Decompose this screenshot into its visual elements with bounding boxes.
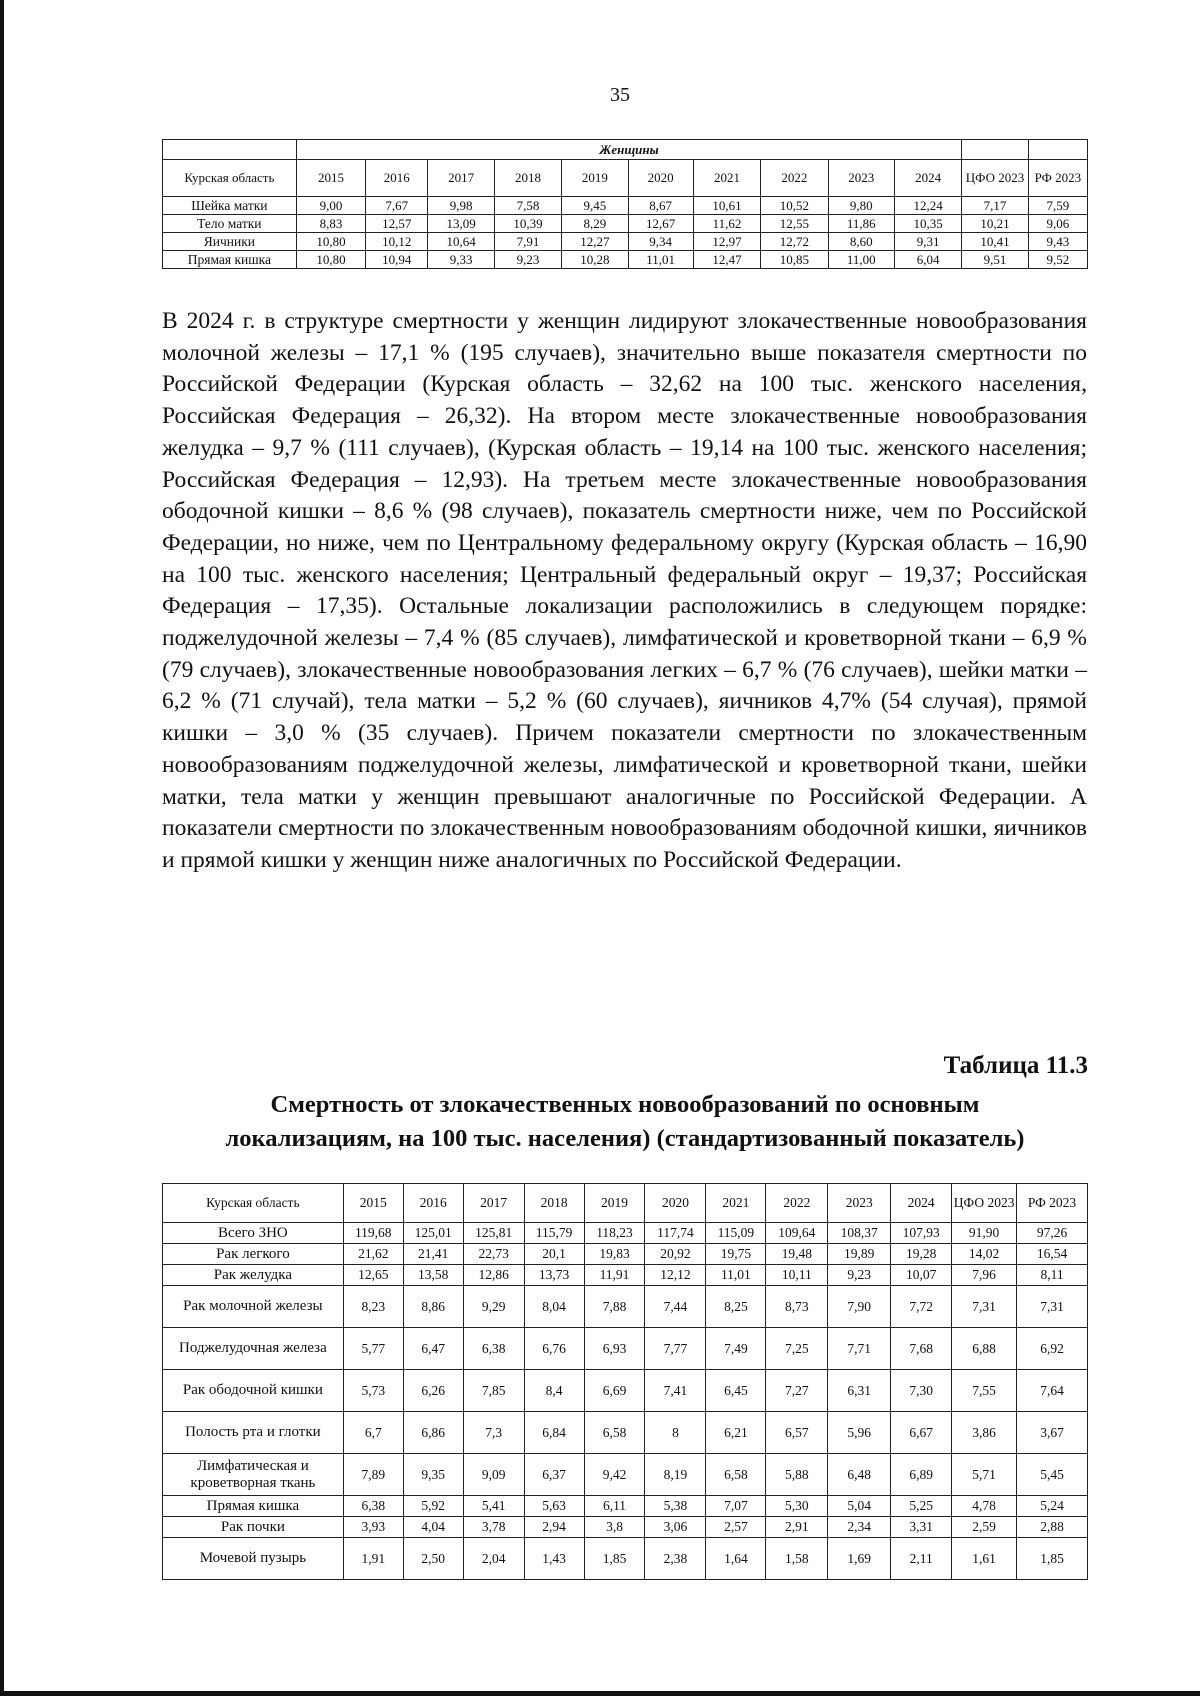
table-cell: 5,96 — [828, 1412, 891, 1454]
table-cell: 6,58 — [584, 1412, 645, 1454]
table-cell: 22,73 — [463, 1244, 524, 1265]
table-cell: 97,26 — [1017, 1223, 1088, 1244]
blank-header-cell — [1028, 140, 1087, 160]
table-cell: 115,09 — [706, 1223, 766, 1244]
row-label: Полость рта и глотки — [163, 1412, 344, 1454]
mortality-table — [162, 1183, 1088, 1580]
table-cell: 7,55 — [952, 1370, 1017, 1412]
table-row — [163, 1328, 1088, 1370]
table-cell: 12,57 — [366, 215, 428, 233]
table-cell: 7,31 — [1017, 1286, 1088, 1328]
column-header: ЦФО 2023 — [962, 160, 1028, 197]
table-cell: 9,23 — [494, 251, 561, 269]
table-cell: 5,25 — [891, 1496, 952, 1517]
table-cell: 7,30 — [891, 1370, 952, 1412]
column-header: 2024 — [894, 160, 961, 197]
table-cell: 6,58 — [706, 1454, 766, 1496]
table-cell: 11,01 — [628, 251, 693, 269]
table-cell: 2,38 — [645, 1538, 706, 1580]
row-label: Прямая кишка — [163, 251, 297, 269]
table-cell: 7,59 — [1028, 197, 1087, 215]
column-header: 2017 — [463, 1184, 524, 1223]
table-cell: 118,23 — [584, 1223, 645, 1244]
table-row — [163, 197, 1088, 215]
table-cell: 7,90 — [828, 1286, 891, 1328]
column-header: РФ 2023 — [1017, 1184, 1088, 1223]
table-cell: 14,02 — [952, 1244, 1017, 1265]
header-row — [163, 1184, 1088, 1223]
table-cell: 5,77 — [343, 1328, 403, 1370]
table-cell: 3,8 — [584, 1517, 645, 1538]
table-cell: 6,38 — [463, 1328, 524, 1370]
table-cell: 11,86 — [828, 215, 894, 233]
table-cell: 5,92 — [403, 1496, 463, 1517]
column-header: 2022 — [761, 160, 828, 197]
table-cell: 10,39 — [494, 215, 561, 233]
table-cell: 9,33 — [428, 251, 494, 269]
row-label: Рак почки — [163, 1517, 344, 1538]
table-cell: 6,48 — [828, 1454, 891, 1496]
table-cell: 19,28 — [891, 1244, 952, 1265]
table-cell: 12,47 — [693, 251, 760, 269]
table-row — [163, 1286, 1088, 1328]
table-cell: 6,76 — [524, 1328, 584, 1370]
table-cell: 10,41 — [962, 233, 1028, 251]
table-cell: 6,38 — [343, 1496, 403, 1517]
column-header: 2017 — [428, 160, 494, 197]
table-cell: 6,45 — [706, 1370, 766, 1412]
table-cell: 6,31 — [828, 1370, 891, 1412]
table-cell: 7,67 — [366, 197, 428, 215]
blank-header-cell — [962, 140, 1028, 160]
table-cell: 11,91 — [584, 1265, 645, 1286]
table-title-line-2: локализациям, на 100 тыс. населения) (стандартизованный показатель) — [225, 1125, 1025, 1152]
column-header: 2023 — [828, 1184, 891, 1223]
table-cell: 8,29 — [562, 215, 628, 233]
body-paragraph: В 2024 г. в структуре смертности у женщин лидируют злокачественные новообразования молочной железы – 17,1 % (195 случаев), значительно выше показателя смертности по Российской Федерации (Курская область – 32,62 на 100 тыс. женского населения, Российская Федерация – 26,32). На втором месте злокачественные новообразования желудка – 9,7 % (111 случаев), (Курская область – 19,14 на 100 тыс. женского населения; Российская Федерация – 12,93). На третьем месте злокачественные новообразования ободочной кишки – 8,6 % (98 случаев), показатель смертности ниже, чем по Российской Федерации, но ниже, чем по Центральному федеральному округу (Курская область – 16,90 на 100 тыс. женского населения; Центральный федеральный округ – 19,37; Российская Федерация – 17,35). Остальные локализации расположились в следующем порядке: поджелудочной железы – 7,4 % (85 случаев), лимфатической и кроветворной ткани – 6,9 % (79 случаев), злокачественные новообразования легких – 6,7 % (76 случаев), шейки матки – 6,2 % (71 случай), тела матки – 5,2 % (60 случаев), яичников 4,7% (54 случая), прямой кишки – 3,0 % (35 случаев). Причем показатели смертности по злокачественным новообразованиям поджелудочной железы, лимфатической и кроветворной ткани, шейки матки, тела матки у женщин превышают аналогичные по Российской Федерации. А показатели смертности по злокачественным новообразованиям ободочной кишки, яичников и прямой кишки у женщин ниже аналогичных по Российской Федерации. — [162, 308, 1087, 873]
table-cell: 8,60 — [828, 233, 894, 251]
table-cell: 9,31 — [894, 233, 961, 251]
row-label: Рак желудка — [163, 1265, 344, 1286]
row-label: Шейка матки — [163, 197, 297, 215]
table-cell: 3,78 — [463, 1517, 524, 1538]
table-cell: 5,24 — [1017, 1496, 1088, 1517]
table-cell: 7,71 — [828, 1328, 891, 1370]
page-number: 35 — [610, 84, 630, 106]
table-cell: 12,97 — [693, 233, 760, 251]
table-cell: 6,7 — [343, 1412, 403, 1454]
table-cell: 9,43 — [1028, 233, 1087, 251]
table-cell: 1,85 — [1017, 1538, 1088, 1580]
row-label: Рак молочной железы — [163, 1286, 344, 1328]
column-header: 2021 — [693, 160, 760, 197]
table-cell: 8,11 — [1017, 1265, 1088, 1286]
table-cell: 6,37 — [524, 1454, 584, 1496]
table-cell: 7,17 — [962, 197, 1028, 215]
table-cell: 5,30 — [766, 1496, 828, 1517]
table-cell: 7,25 — [766, 1328, 828, 1370]
region-column-header: Курская область — [163, 160, 297, 197]
table-cell: 2,50 — [403, 1538, 463, 1580]
table-cell: 5,88 — [766, 1454, 828, 1496]
table-cell: 10,64 — [428, 233, 494, 251]
table-row — [163, 1223, 1088, 1244]
row-label: Всего ЗНО — [163, 1223, 344, 1244]
table-cell: 1,69 — [828, 1538, 891, 1580]
row-label: Рак ободочной кишки — [163, 1370, 344, 1412]
table-cell: 9,29 — [463, 1286, 524, 1328]
table-cell: 8,73 — [766, 1286, 828, 1328]
table-cell: 13,58 — [403, 1265, 463, 1286]
table-cell: 12,67 — [628, 215, 693, 233]
table-cell: 7,49 — [706, 1328, 766, 1370]
women-group-header: Женщины — [296, 140, 962, 160]
table-cell: 5,41 — [463, 1496, 524, 1517]
row-label: Лимфатическая и кроветворная ткань — [163, 1454, 344, 1496]
table-cell: 12,65 — [343, 1265, 403, 1286]
table-cell: 13,73 — [524, 1265, 584, 1286]
table-cell: 9,80 — [828, 197, 894, 215]
table-cell: 3,06 — [645, 1517, 706, 1538]
table-cell: 2,88 — [1017, 1517, 1088, 1538]
table-cell: 117,74 — [645, 1223, 706, 1244]
table-cell: 3,93 — [343, 1517, 403, 1538]
table-cell: 6,26 — [403, 1370, 463, 1412]
table-cell: 9,98 — [428, 197, 494, 215]
table-cell: 10,12 — [366, 233, 428, 251]
table-cell: 2,04 — [463, 1538, 524, 1580]
table-cell: 6,11 — [584, 1496, 645, 1517]
table-cell: 6,84 — [524, 1412, 584, 1454]
column-header: 2019 — [584, 1184, 645, 1223]
table-cell: 10,61 — [693, 197, 760, 215]
table-cell: 8 — [645, 1412, 706, 1454]
table-row — [163, 233, 1088, 251]
table-cell: 12,55 — [761, 215, 828, 233]
table-cell: 21,62 — [343, 1244, 403, 1265]
table-cell: 7,27 — [766, 1370, 828, 1412]
table-cell: 6,47 — [403, 1328, 463, 1370]
column-header: 2021 — [706, 1184, 766, 1223]
table-cell: 11,01 — [706, 1265, 766, 1286]
table-cell: 12,86 — [463, 1265, 524, 1286]
column-header: ЦФО 2023 — [952, 1184, 1017, 1223]
table-cell: 10,85 — [761, 251, 828, 269]
table-cell: 10,11 — [766, 1265, 828, 1286]
table-cell: 119,68 — [343, 1223, 403, 1244]
scan-left-edge — [0, 0, 4, 1696]
table-cell: 8,04 — [524, 1286, 584, 1328]
table-cell: 2,11 — [891, 1538, 952, 1580]
row-label: Тело матки — [163, 215, 297, 233]
table-title — [150, 1088, 1100, 1156]
blank-header-cell — [163, 140, 297, 160]
table-cell: 5,45 — [1017, 1454, 1088, 1496]
table-cell: 9,35 — [403, 1454, 463, 1496]
table-cell: 5,38 — [645, 1496, 706, 1517]
table-cell: 125,81 — [463, 1223, 524, 1244]
row-label: Мочевой пузырь — [163, 1538, 344, 1580]
table-cell: 5,63 — [524, 1496, 584, 1517]
table-cell: 10,80 — [296, 233, 365, 251]
table-cell: 12,27 — [562, 233, 628, 251]
table-cell: 20,92 — [645, 1244, 706, 1265]
row-label: Поджелудочная железа — [163, 1328, 344, 1370]
table-cell: 10,35 — [894, 215, 961, 233]
table-cell: 7,07 — [706, 1496, 766, 1517]
table-cell: 6,69 — [584, 1370, 645, 1412]
table-cell: 91,90 — [952, 1223, 1017, 1244]
table-cell: 11,00 — [828, 251, 894, 269]
table-cell: 5,04 — [828, 1496, 891, 1517]
table-cell: 8,86 — [403, 1286, 463, 1328]
column-header: 2018 — [494, 160, 561, 197]
scan-bottom-edge — [0, 1691, 1200, 1696]
table-cell: 16,54 — [1017, 1244, 1088, 1265]
women-table — [162, 139, 1088, 269]
table-cell: 20,1 — [524, 1244, 584, 1265]
column-header: 2022 — [766, 1184, 828, 1223]
table-row — [163, 1265, 1088, 1286]
table-cell: 9,34 — [628, 233, 693, 251]
table-cell: 6,21 — [706, 1412, 766, 1454]
table-cell: 7,58 — [494, 197, 561, 215]
column-header: РФ 2023 — [1028, 160, 1087, 197]
table-cell: 7,41 — [645, 1370, 706, 1412]
table-cell: 3,31 — [891, 1517, 952, 1538]
column-header: 2019 — [562, 160, 628, 197]
table-cell: 6,57 — [766, 1412, 828, 1454]
table-cell: 115,79 — [524, 1223, 584, 1244]
table-cell: 9,42 — [584, 1454, 645, 1496]
table-label: Таблица 11.3 — [943, 1052, 1088, 1079]
table-cell: 10,07 — [891, 1265, 952, 1286]
table-cell: 7,44 — [645, 1286, 706, 1328]
column-header: 2020 — [628, 160, 693, 197]
column-header: 2018 — [524, 1184, 584, 1223]
table-cell: 5,71 — [952, 1454, 1017, 1496]
table-cell: 12,12 — [645, 1265, 706, 1286]
table-cell: 19,89 — [828, 1244, 891, 1265]
table-cell: 6,92 — [1017, 1328, 1088, 1370]
table-cell: 7,72 — [891, 1286, 952, 1328]
table-cell: 9,09 — [463, 1454, 524, 1496]
table-cell: 10,80 — [296, 251, 365, 269]
table-cell: 10,21 — [962, 215, 1028, 233]
table-row — [163, 1412, 1088, 1454]
row-label: Яичники — [163, 233, 297, 251]
table-row — [163, 1496, 1088, 1517]
table-cell: 7,91 — [494, 233, 561, 251]
table-cell: 19,75 — [706, 1244, 766, 1265]
table-cell: 12,24 — [894, 197, 961, 215]
table-cell: 19,83 — [584, 1244, 645, 1265]
table-cell: 7,96 — [952, 1265, 1017, 1286]
table-cell: 7,85 — [463, 1370, 524, 1412]
table-cell: 9,45 — [562, 197, 628, 215]
table-cell: 1,85 — [584, 1538, 645, 1580]
table-title-line-1: Смертность от злокачественных новообразований по основным — [270, 1091, 980, 1118]
column-header: 2015 — [343, 1184, 403, 1223]
table-cell: 3,86 — [952, 1412, 1017, 1454]
table-cell: 2,57 — [706, 1517, 766, 1538]
table-cell: 3,67 — [1017, 1412, 1088, 1454]
table-cell: 8,83 — [296, 215, 365, 233]
table-cell: 19,48 — [766, 1244, 828, 1265]
table-cell: 1,61 — [952, 1538, 1017, 1580]
table-cell: 8,19 — [645, 1454, 706, 1496]
table-cell: 9,51 — [962, 251, 1028, 269]
table-row — [163, 1454, 1088, 1496]
table-cell: 10,94 — [366, 251, 428, 269]
table-cell: 8,23 — [343, 1286, 403, 1328]
table-row — [163, 1244, 1088, 1265]
table-cell: 107,93 — [891, 1223, 952, 1244]
table-cell: 7,89 — [343, 1454, 403, 1496]
table-row — [163, 1517, 1088, 1538]
table-cell: 21,41 — [403, 1244, 463, 1265]
table-row — [163, 215, 1088, 233]
table-cell: 9,52 — [1028, 251, 1087, 269]
table-row — [163, 251, 1088, 269]
table-cell: 1,64 — [706, 1538, 766, 1580]
table-cell: 7,3 — [463, 1412, 524, 1454]
table-cell: 2,94 — [524, 1517, 584, 1538]
column-header: 2015 — [296, 160, 365, 197]
table-cell: 8,4 — [524, 1370, 584, 1412]
table-cell: 7,31 — [952, 1286, 1017, 1328]
table-cell: 11,62 — [693, 215, 760, 233]
table-cell: 7,77 — [645, 1328, 706, 1370]
table-cell: 6,67 — [891, 1412, 952, 1454]
table-cell: 7,68 — [891, 1328, 952, 1370]
table-cell: 9,00 — [296, 197, 365, 215]
column-header: 2016 — [403, 1184, 463, 1223]
table-cell: 4,04 — [403, 1517, 463, 1538]
table-cell: 7,88 — [584, 1286, 645, 1328]
table-cell: 1,91 — [343, 1538, 403, 1580]
table-cell: 12,72 — [761, 233, 828, 251]
table-cell: 108,37 — [828, 1223, 891, 1244]
column-header: 2016 — [366, 160, 428, 197]
table-cell: 9,06 — [1028, 215, 1087, 233]
header-row — [163, 160, 1088, 197]
table-cell: 8,25 — [706, 1286, 766, 1328]
table-cell: 6,89 — [891, 1454, 952, 1496]
column-header: 2023 — [828, 160, 894, 197]
table-cell: 6,88 — [952, 1328, 1017, 1370]
region-column-header: Курская область — [163, 1184, 344, 1223]
table-cell: 6,04 — [894, 251, 961, 269]
column-header: 2020 — [645, 1184, 706, 1223]
table-cell: 2,91 — [766, 1517, 828, 1538]
table-cell: 7,64 — [1017, 1370, 1088, 1412]
table-cell: 4,78 — [952, 1496, 1017, 1517]
table-cell: 13,09 — [428, 215, 494, 233]
table-cell: 5,73 — [343, 1370, 403, 1412]
table-row — [163, 1538, 1088, 1580]
column-header: 2024 — [891, 1184, 952, 1223]
row-label: Прямая кишка — [163, 1496, 344, 1517]
table-cell: 8,67 — [628, 197, 693, 215]
table-cell: 125,01 — [403, 1223, 463, 1244]
table-cell: 6,86 — [403, 1412, 463, 1454]
row-label: Рак легкого — [163, 1244, 344, 1265]
table-cell: 1,43 — [524, 1538, 584, 1580]
table-cell: 1,58 — [766, 1538, 828, 1580]
table-cell: 10,52 — [761, 197, 828, 215]
table-row — [163, 1370, 1088, 1412]
table-cell: 10,28 — [562, 251, 628, 269]
table-cell: 9,23 — [828, 1265, 891, 1286]
table-cell: 109,64 — [766, 1223, 828, 1244]
table-cell: 2,59 — [952, 1517, 1017, 1538]
table-cell: 2,34 — [828, 1517, 891, 1538]
table-cell: 6,93 — [584, 1328, 645, 1370]
